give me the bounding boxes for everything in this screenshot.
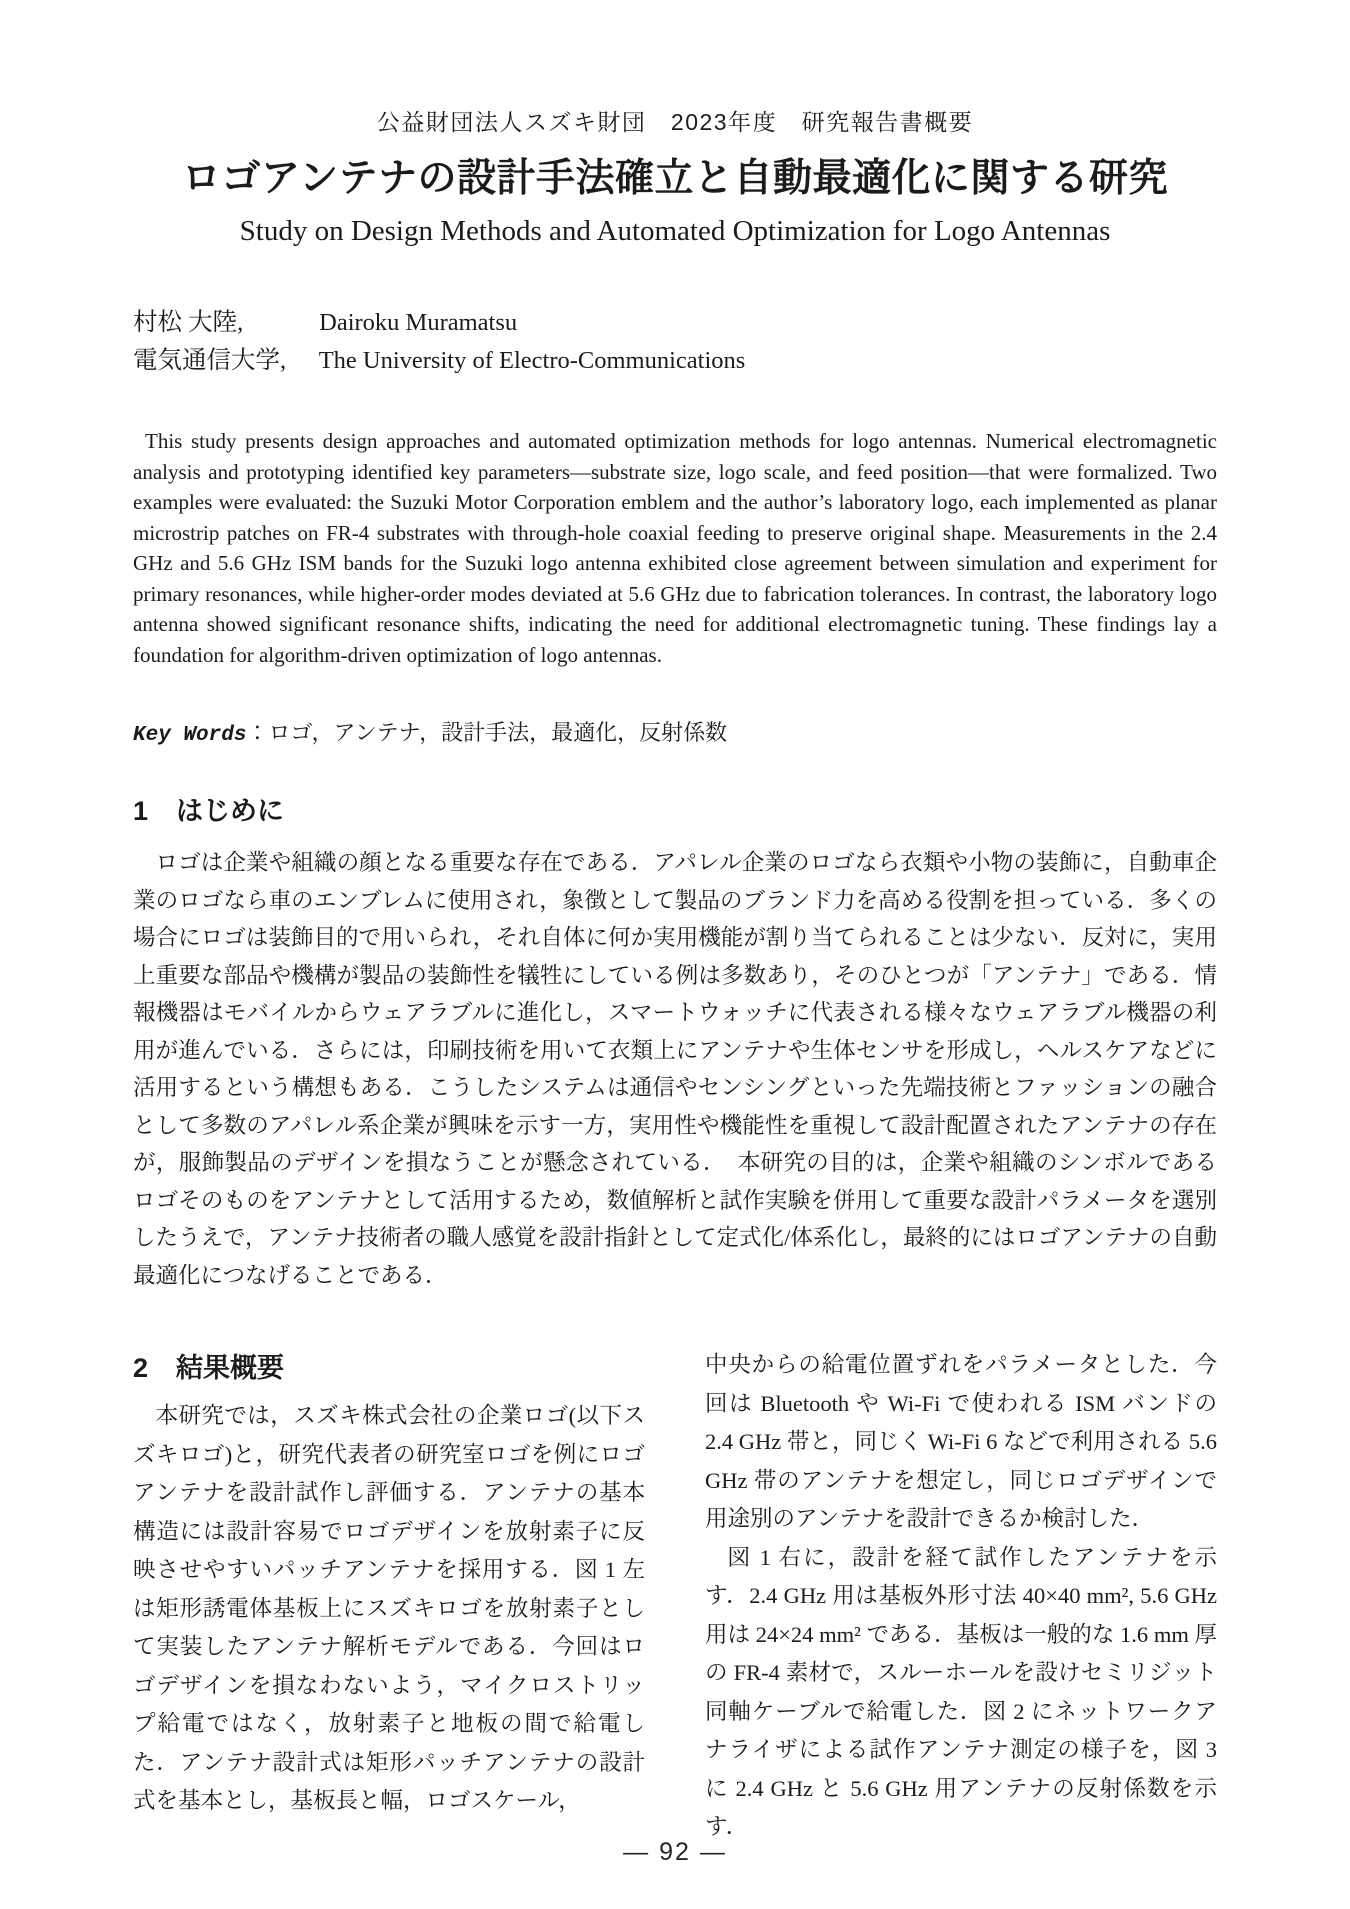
author-row: [133, 304, 1217, 342]
author-block: [133, 304, 1217, 380]
two-column-area: [133, 1346, 1217, 1847]
section-2-right-paragraph-figures: 図 1 右に，設計を経て試作したアンテナを示す．2.4 GHz 用は基板外形寸法 40×40 mm², 5.6 GHz 用は 24×24 mm² である．基板は一般的な 1.6 mm 厚の FR-4 素材で，スルーホールを設けセミリジット同軸ケーブルで給電した．図 2 にネットワークアナライザによる試作アンテナ測定の様子を，図 3 に 2.4 GHz と 5.6 GHz 用アンテナの反射係数を示す．: [705, 1544, 1217, 1839]
report-meta-line: 公益財団法人スズキ財団 2023年度 研究報告書概要: [376, 109, 974, 135]
page-title: ロゴアンテナの設計手法確立と自動最適化に関する研究: [182, 157, 1168, 200]
page-title-english: Study on Design Methods and Automated Optimization for Logo Antennas: [239, 215, 1111, 247]
section-2-left-paragraph: 本研究では，スズキ株式会社の企業ロゴ(以下スズキロゴ)と，研究代表者の研究室ロゴを例にロゴアンテナを設計試作し評価する．アンテナの基本構造には設計容易でロゴデザインを放射素子に反映させやすいパッチアンテナを採用する．図 1 左は矩形誘電体基板上にスズキロゴを放射素子として実装したアンテナ解析モデルである．今回はロゴデザインを損なわないよう，マイクロストリップ給電ではなく，放射素子と地板の間で給電した．アンテナ設計式は矩形パッチアンテナの設計式を基本とし，基板長と幅，ロゴスケール，: [133, 1403, 645, 1813]
section-2-right-paragraph-continuation: 中央からの給電位置ずれをパラメータとした．今回は Bluetooth や Wi-Fi で使われる ISM バンドの 2.4 GHz 帯と，同じく Wi-Fi 6 などで利用される 5.6 GHz 帯のアンテナを想定し，同じロゴデザインで用途別のアンテナを設計できるか検討した．: [705, 1352, 1217, 1531]
affiliation-row: [133, 342, 1217, 380]
keywords-list: ロゴ，アンテナ，設計手法，最適化，反射係数: [268, 720, 728, 745]
section-1-number: 1: [133, 796, 149, 826]
page-number: — 92 —: [623, 1838, 727, 1866]
left-column: [133, 1346, 645, 1847]
keywords-line: [133, 716, 1217, 747]
keywords-separator: ：: [246, 720, 269, 745]
author-name-jp: 村松 大陸,: [133, 309, 244, 336]
right-column: [705, 1346, 1217, 1847]
keywords-label: Key Words: [133, 724, 247, 747]
section-2-title: 結果概要: [176, 1353, 285, 1383]
author-name-en: Dairoku Muramatsu: [319, 309, 518, 336]
section-2-number: 2: [133, 1353, 149, 1383]
section-1-heading: [133, 789, 1217, 828]
abstract-text: This study presents design approaches and automated optimization methods for logo antennas. Numerical electromagnetic analysis and prototyping identified key parameters—substrate size, logo scale, and feed position—that were formalized. Two examples were evaluated: the Suzuki Motor Corporation emblem and the author’s laboratory logo, each implemented as planar microstrip patches on FR-4 substrates with through-hole coaxial feeding to preserve original shape. Measurements in the 2.4 GHz and 5.6 GHz ISM bands for the Suzuki logo antenna exhibited close agreement between simulation and experiment for primary resonances, while higher-order modes deviated at 5.6 GHz due to fabrication tolerances. In contrast, the laboratory logo antenna showed significant resonance shifts, indicating the need for additional electromagnetic tuning. These findings lay a foundation for algorithm-driven optimization of logo antennas.: [133, 429, 1217, 667]
section-1-body: ロゴは企業や組織の顔となる重要な存在である．アパレル企業のロゴなら衣類や小物の装飾に，自動車企業のロゴなら車のエンブレムに使用され，象徴として製品のブランド力を高める役割を担っている．多くの場合にロゴは装飾目的で用いられ，それ自体に何か実用機能が割り当てられることは少ない．反対に，実用上重要な部品や機構が製品の装飾性を犠牲にしている例は多数あり，そのひとつが「アンテナ」である．情報機器はモバイルからウェアラブルに進化し，スマートウォッチに代表される様々なウェアラブル機器の利用が進んでいる．さらには，印刷技術を用いて衣類上にアンテナや生体センサを形成し，ヘルスケアなどに活用するという構想もある．こうしたシステムは通信やセンシングといった先端技術とファッションの融合として多数のアパレル系企業が興味を示す一方，実用性や機能性を重視して設計配置されたアンテナの存在が，服飾製品のデザインを損なうことが懸念されている． 本研究の目的は，企業や組織のシンボルであるロゴそのものをアンテナとして活用するため，数値解析と試作実験を併用して重要な設計パラメータを選別したうえで，アンテナ技術者の職人感覚を設計指針として定式化/体系化し，最終的にはロゴアンテナの自動最適化につなげることである．: [133, 850, 1218, 1288]
affiliation-jp: 電気通信大学,: [133, 347, 287, 374]
affiliation-en: The University of Electro-Communications: [318, 347, 746, 374]
section-1-title: はじめに: [176, 796, 285, 826]
section-2-heading: [133, 1346, 645, 1385]
